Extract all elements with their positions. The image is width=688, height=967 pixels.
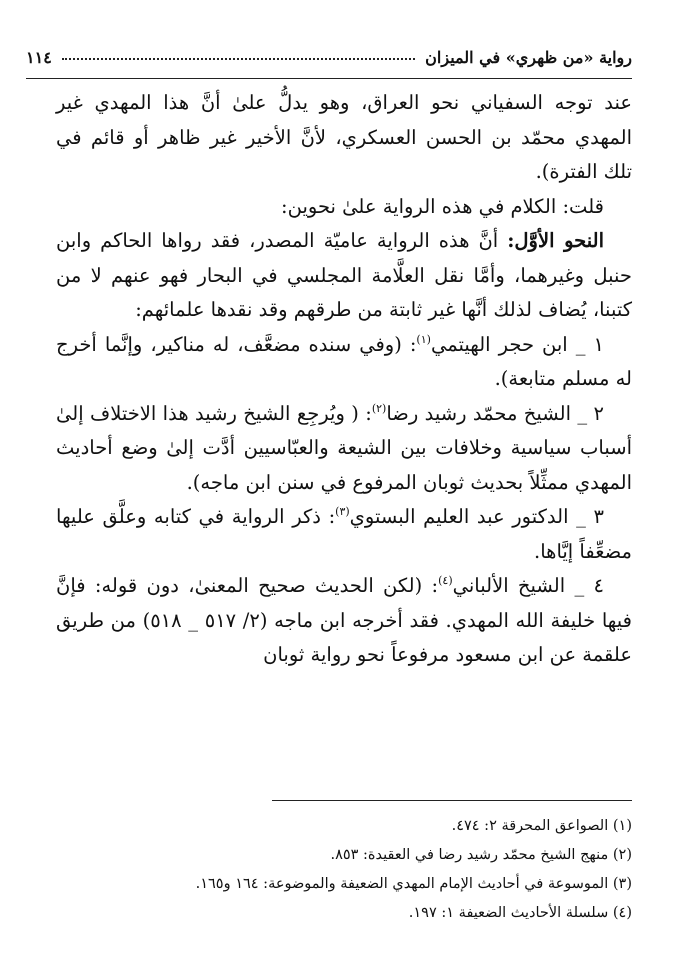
running-title: رواية «من ظهري» في الميزان [425,48,632,67]
footnote-2: (٢) منهج الشيخ محمّد رشيد رضا في العقيدة: ٨٥٣. [330,847,632,863]
footnote-divider [272,800,632,801]
paragraph-3 [56,224,632,328]
list-item-2 [56,397,632,501]
paragraph-3-text: أنَّ هذه الرواية عاميّة المصدر، فقد رواها الحاكم وابن حنبل وغيرهما، وأمَّا نقل العلَّامة المجلسي في البحار فهو عنهم لا من كتبنا، يُضاف لذلك أنَّها غير ثابتة من طرقهم وقد نقدها علمائهم: [56,229,632,321]
footnote-ref-1[interactable]: (١) [416,332,431,346]
header-dot-leader [62,48,415,60]
section-label: النحو الأوَّل: [507,229,604,252]
footnote-ref-3[interactable]: (٣) [335,505,350,518]
list-item-2-lead: ٢ _ الشيخ محمّد رشيد رضا [386,401,604,425]
list-item-4-text: : (لكن الحديث صحيح المعنىٰ، دون قوله: فإنَّ فيها خليفة الله المهدي. فقد أخرجه ابن ماجه (٢/ ٥١٧ _ ٥١٨) من طريق علقمة عن ابن مسعود مرفوعاً نحو رواية ثوبان [56,574,632,666]
running-header [26,48,632,67]
list-item-2-text: : ( ويُرجِع الشيخ رشيد هذا الاختلاف إلىٰ أسباب سياسية وخلافات بين الشيعة والعبّاسيين أدَّت إلىٰ وضع أحاديث المهدي ممثِّلاً بحديث ثوبان المرفوع في سنن ابن ماجه). [56,401,632,494]
footnote-ref-4[interactable]: (٤) [438,574,453,587]
paragraph-1: عند توجه السفياني نحو العراق، وهو يدلُّ علىٰ أنَّ هذا المهدي غير المهدي محمّد بن الحسن العسكري، لأنَّ الأخير غير ظاهر أو قائم في تلك الفترة). [56,91,632,183]
footnotes [56,812,632,928]
list-item-3-text: : ذكر الرواية في كتابه وعلَّق عليها مضعِّفاً إيَّاها. [56,505,632,563]
footnote-4: (٤) سلسلة الأحاديث الضعيفة ١: ١٩٧. [408,905,632,921]
page-number: ١١٤ [26,48,52,67]
list-item-3 [56,500,632,569]
header-divider [26,78,632,79]
main-text [56,86,632,673]
footnote-3: (٣) الموسوعة في أحاديث الإمام المهدي الضعيفة والموضوعة: ١٦٤ و١٦٥. [195,876,632,892]
footnote-ref-2[interactable]: (٢) [371,401,387,415]
list-item-1-text: : (وفي سنده مضعَّف، له مناكير، وإنَّما أخرج له مسلم متابعة). [56,332,632,390]
list-item-4-lead: ٤ _ الشيخ الألباني [452,574,604,597]
list-item-3-lead: ٣ _ الدكتور عبد العليم البستوي [349,505,605,528]
footnote-1: (١) الصواعق المحرقة ٢: ٤٧٤. [451,818,632,834]
paragraph-2: قلت: الكلام في هذه الرواية علىٰ نحوين: [281,194,604,218]
list-item-4 [56,569,632,673]
list-item-1-lead: ١ _ ابن حجر الهيتمي [430,332,604,356]
list-item-1 [56,328,632,397]
